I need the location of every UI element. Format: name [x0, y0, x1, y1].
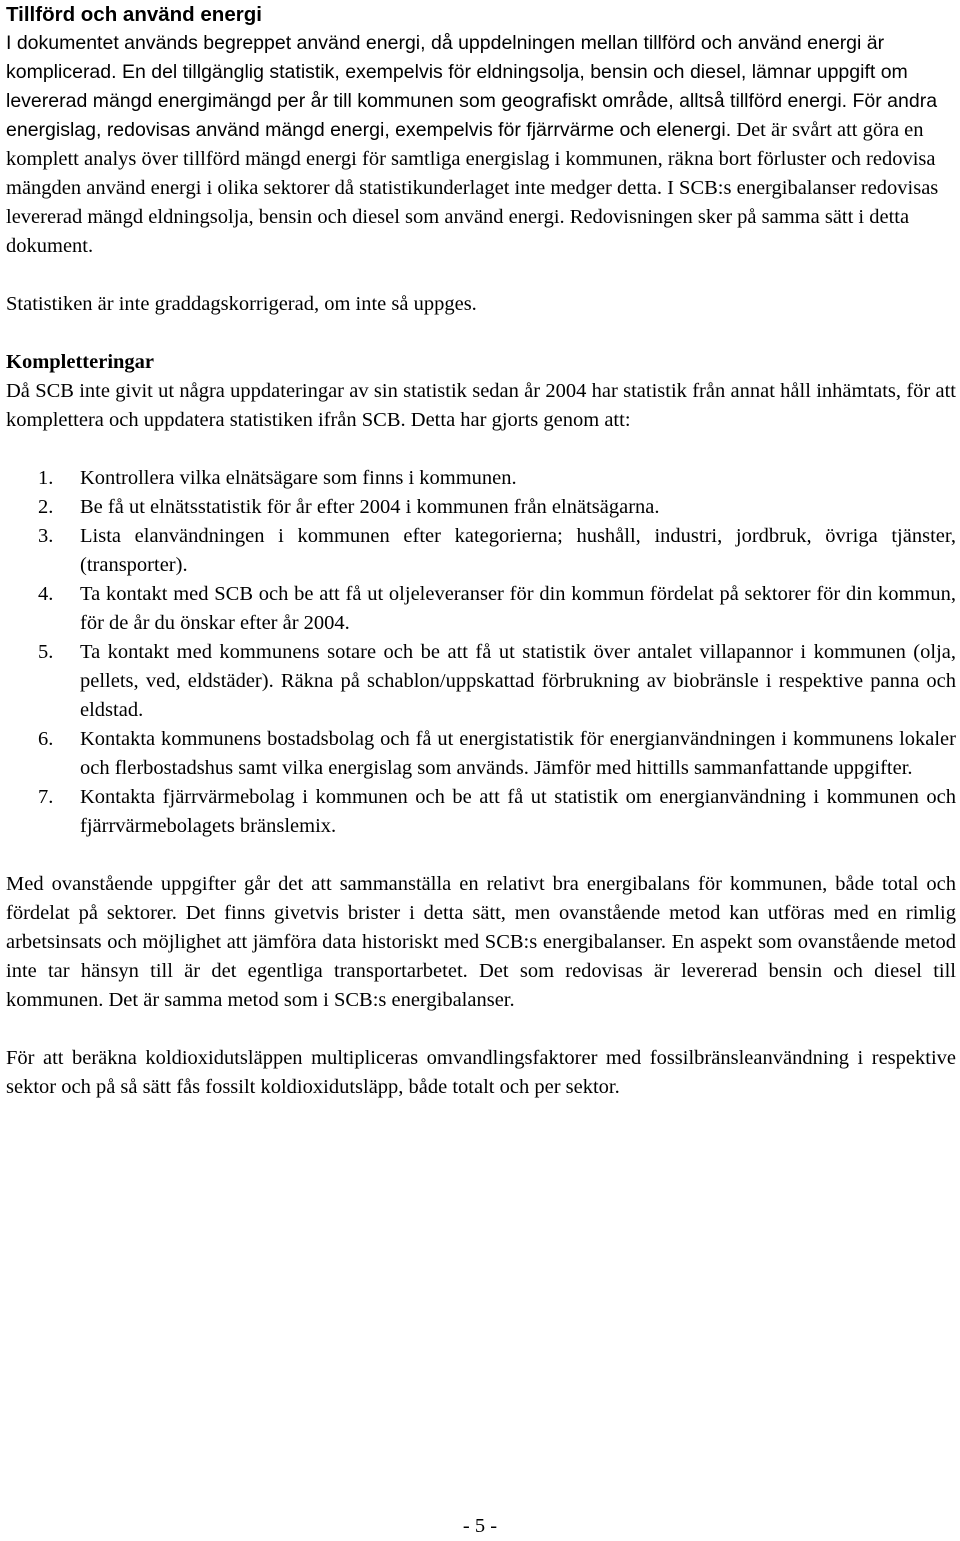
paragraph-completions: Då SCB inte givit ut några uppdateringar av sin statistik sedan år 2004 har statistik från annat håll inhämtats, för att komplettera och uppdatera statistiken ifrån SCB. Detta har gjorts genom att: [6, 380, 956, 431]
list-item-number: 7. [38, 786, 54, 808]
list-item-text: Lista elanvändningen i kommunen efter kategorierna; hushåll, industri, jordbruk, övriga tjänster, (transporter). [80, 525, 956, 576]
heading-energy: Tillförd och använd energi [6, 3, 262, 26]
list-item [6, 464, 956, 493]
document-page [6, 0, 956, 1102]
page-number: - 5 - [462, 1515, 498, 1537]
list-item-number: 3. [38, 525, 54, 547]
paragraph-intro-sans: I dokumentet används begreppet använd energi, då uppdelningen mellan tillförd och använd energi är komplicerad. En del tillgänglig statistik, exempelvis för eldningsolja, bensin och diesel, lämnar uppgift om levererad mängd energimängd per år till kommunen som geografiskt område, alltså tillförd energi. För andra energislag, redovisas använd mängd energi, exempelvis för fjärrvärme och elenergi. [6, 32, 938, 141]
paragraph-summary: Med ovanstående uppgifter går det att sammanställa en relativt bra energibalans för kommunen, både total och fördelat på sektorer. Det finns givetvis brister i detta sätt, men ovanstående metod kan utföras med en rimlig arbetsinsats och möjlighet att jämföra data historiskt med SCB:s energibalanser. En aspekt som ovanstående metod inte tar hänsyn till är det egentliga transportarbetet. Det som redovisas är levererad bensin och diesel till kommunen. Det är samma metod som i SCB:s energibalanser. [6, 873, 956, 1011]
list-item [6, 725, 956, 783]
list-item [6, 783, 956, 841]
list-item-text: Kontakta fjärrvärmebolag i kommunen och be att få ut statistik om energianvändning i kommunen och fjärrvärmebolagets bränslemix. [80, 786, 956, 837]
spacer [6, 841, 956, 870]
list-item-text: Kontrollera vilka elnätsägare som finns i kommunen. [80, 467, 517, 489]
steps-list [6, 464, 956, 841]
list-item-number: 6. [38, 728, 54, 750]
spacer [6, 319, 956, 348]
spacer [6, 261, 956, 290]
paragraph-emissions: För att beräkna koldioxidutsläppen multipliceras omvandlingsfaktorer med fossilbränsleanvändning i respektive sektor och på så sätt fås fossilt koldioxidutsläpp, både totalt och per sektor. [6, 1047, 956, 1098]
spacer [6, 435, 956, 464]
heading-completions: Kompletteringar [6, 351, 155, 373]
list-item-number: 2. [38, 496, 54, 518]
list-item-text: Be få ut elnätsstatistik för år efter 2004 i kommunen från elnätsägarna. [80, 496, 660, 518]
spacer [6, 1015, 956, 1044]
list-item-number: 4. [38, 583, 54, 605]
list-item-number: 5. [38, 641, 54, 663]
list-item-text: Kontakta kommunens bostadsbolag och få ut energistatistik för energianvändningen i kommunens lokaler och flerbostadshus samt vilka energislag som används. Jämför med hittills sammanfattande uppgifter. [80, 728, 956, 779]
list-item [6, 522, 956, 580]
list-item-text: Ta kontakt med SCB och be att få ut oljeleveranser för din kommun fördelat på sektorer för din kommun, för de år du önskar efter år 2004. [80, 583, 956, 634]
list-item-text: Ta kontakt med kommunens sotare och be att få ut statistik över antalet villapannor i kommunen (olja, pellets, ved, eldstäder). Räkna på schablon/uppskattad förbrukning av biobränsle i respektive panna och eldstad. [80, 641, 956, 721]
list-item [6, 493, 956, 522]
paragraph-intro-serif: Det är svårt att göra en komplett analys över tillförd mängd energi för samtliga energislag i kommunen, räkna bort förluster och redovisa mängden använd energi i olika sektorer då statistikunderlaget inte medger detta. I SCB:s energibalanser redovisas levererad mängd eldningsolja, bensin och diesel som använd energi. Redovisningen sker på samma sätt i detta dokument. [6, 119, 939, 257]
list-item-number: 1. [38, 467, 54, 489]
paragraph-intro [6, 29, 951, 261]
list-item [6, 638, 956, 725]
paragraph-statistics: Statistiken är inte graddagskorrigerad, om inte så uppges. [6, 293, 477, 315]
list-item [6, 580, 956, 638]
